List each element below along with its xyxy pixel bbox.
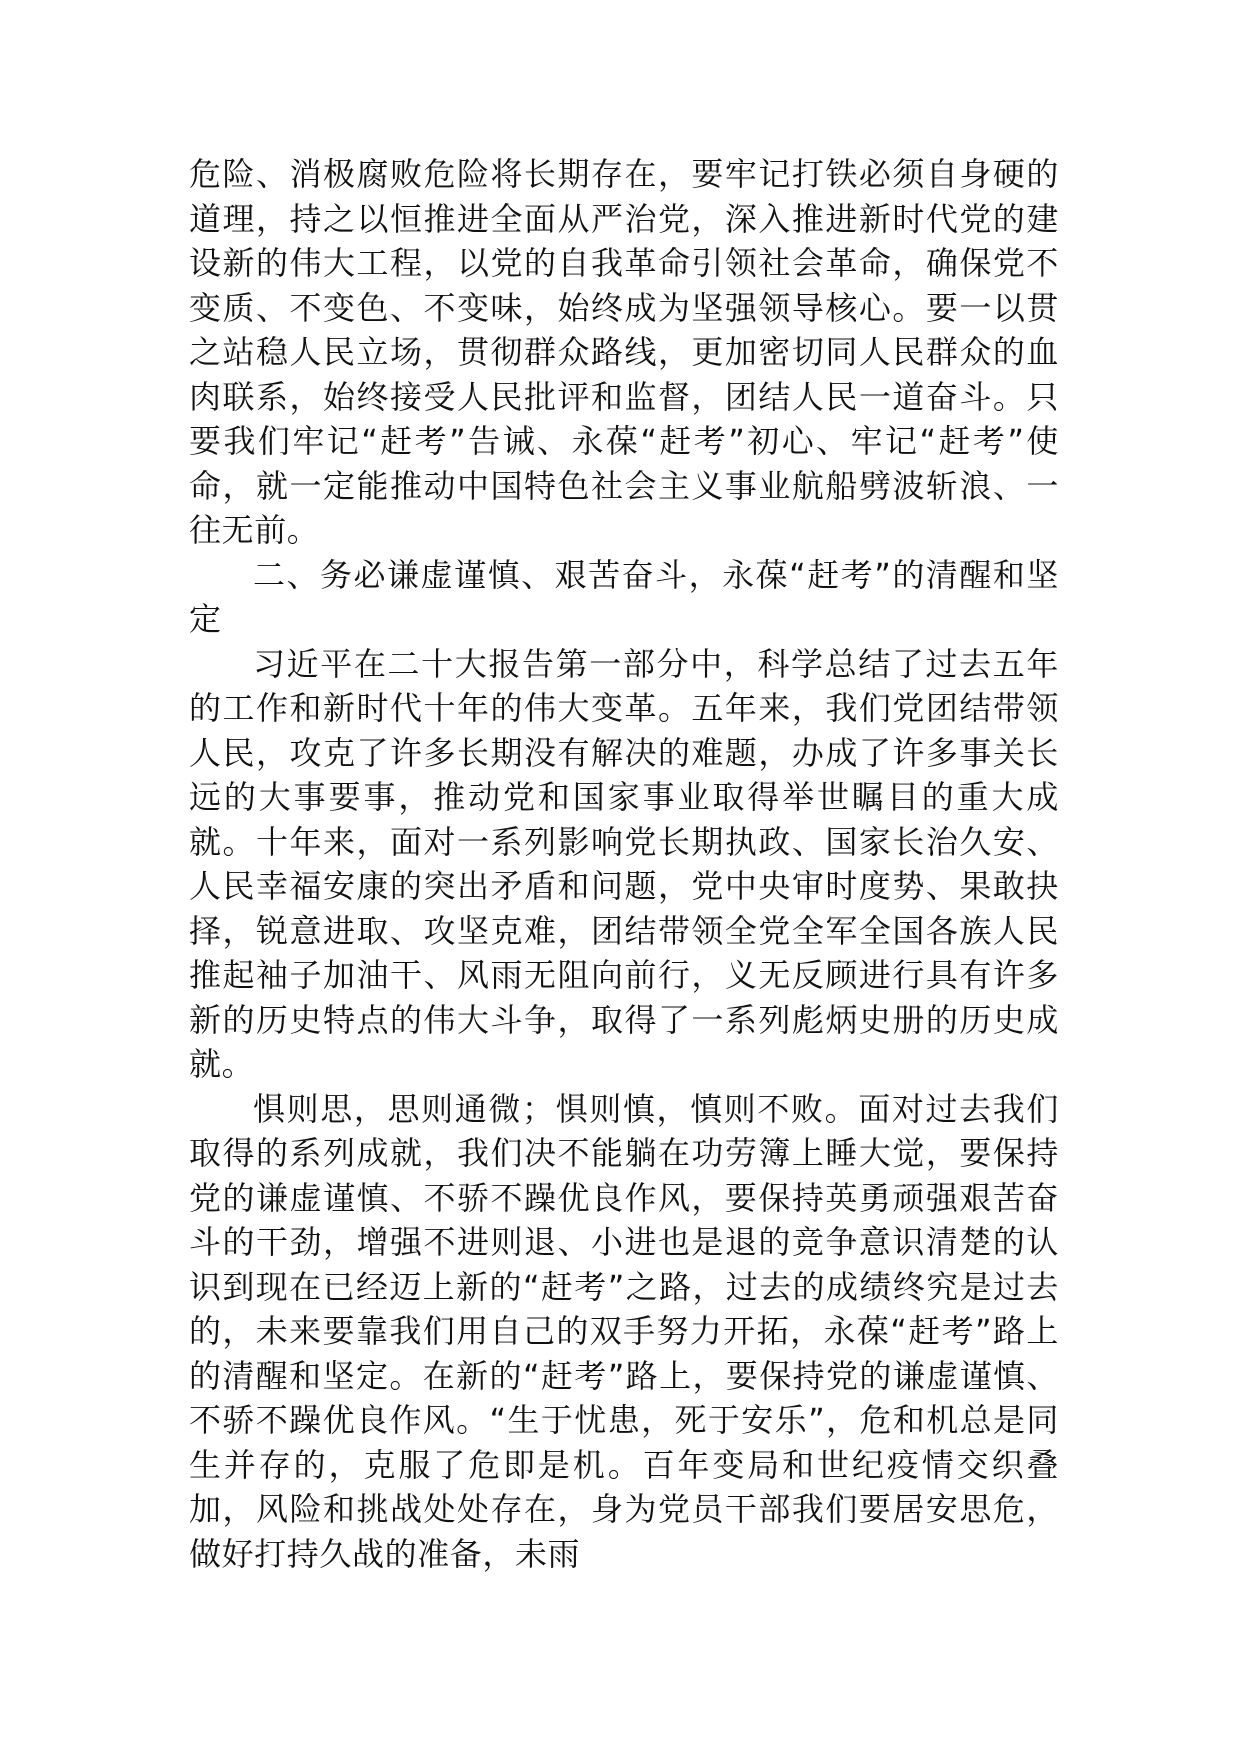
section-heading: 二、务必谦虚谨慎、艰苦奋斗，永葆“赶考”的清醒和坚定 <box>189 555 1059 638</box>
document-body <box>189 152 1059 1576</box>
continuation-paragraph: 危险、消极腐败危险将长期存在，要牢记打铁必须自身硬的道理，持之以恒推进全面从严治党，深入推进新时代党的建设新的伟大工程，以党的自我革命引领社会革命，确保党不变质、不变色、不变味，始终成为坚强领导核心。要一以贯之站稳人民立场，贯彻群众路线，更加密切同人民群众的血肉联系，始终接受人民批评和监督，团结人民一道奋斗。只要我们牢记“赶考”告诫、永葆“赶考”初心、牢记“赶考”使命，就一定能推动中国特色社会主义事业航船劈波斩浪、一往无前。 <box>189 155 1059 549</box>
body-paragraph: 惧则思，思则通微；惧则慎，慎则不败。面对过去我们取得的系列成就，我们决不能躺在功劳簿上睡大觉，要保持党的谦虚谨慎、不骄不躁优良作风，要保持英勇顽强艰苦奋斗的干劲，增强不进则退、小进也是退的竞争意识清楚的认识到现在已经迈上新的“赶考”之路，过去的成绩终究是过去的，未来要靠我们用自己的双手努力开拓，永葆“赶考”路上的清醒和坚定。在新的“赶考”路上，要保持党的谦虚谨慎、不骄不躁优良作风。“生于忧患，死于安乐”，危和机总是同生并存的，克服了危即是机。百年变局和世纪疫情交织叠加，风险和挑战处处存在，身为党员干部我们要居安思危，做好打持久战的准备，未雨 <box>189 1089 1059 1573</box>
body-paragraph: 习近平在二十大报告第一部分中，科学总结了过去五年的工作和新时代十年的伟大变革。五年来，我们党团结带领人民，攻克了许多长期没有解决的难题，办成了许多事关长远的大事要事，推动党和国家事业取得举世瞩目的重大成就。十年来，面对一系列影响党长期执政、国家长治久安、人民幸福安康的突出矛盾和问题，党中央审时度势、果敢抉择，锐意进取、攻坚克难，团结带领全党全军全国各族人民推起袖子加油干、风雨无阻向前行，义无反顾进行具有许多新的历史特点的伟大斗争，取得了一系列彪炳史册的历史成就。 <box>189 644 1059 1083</box>
